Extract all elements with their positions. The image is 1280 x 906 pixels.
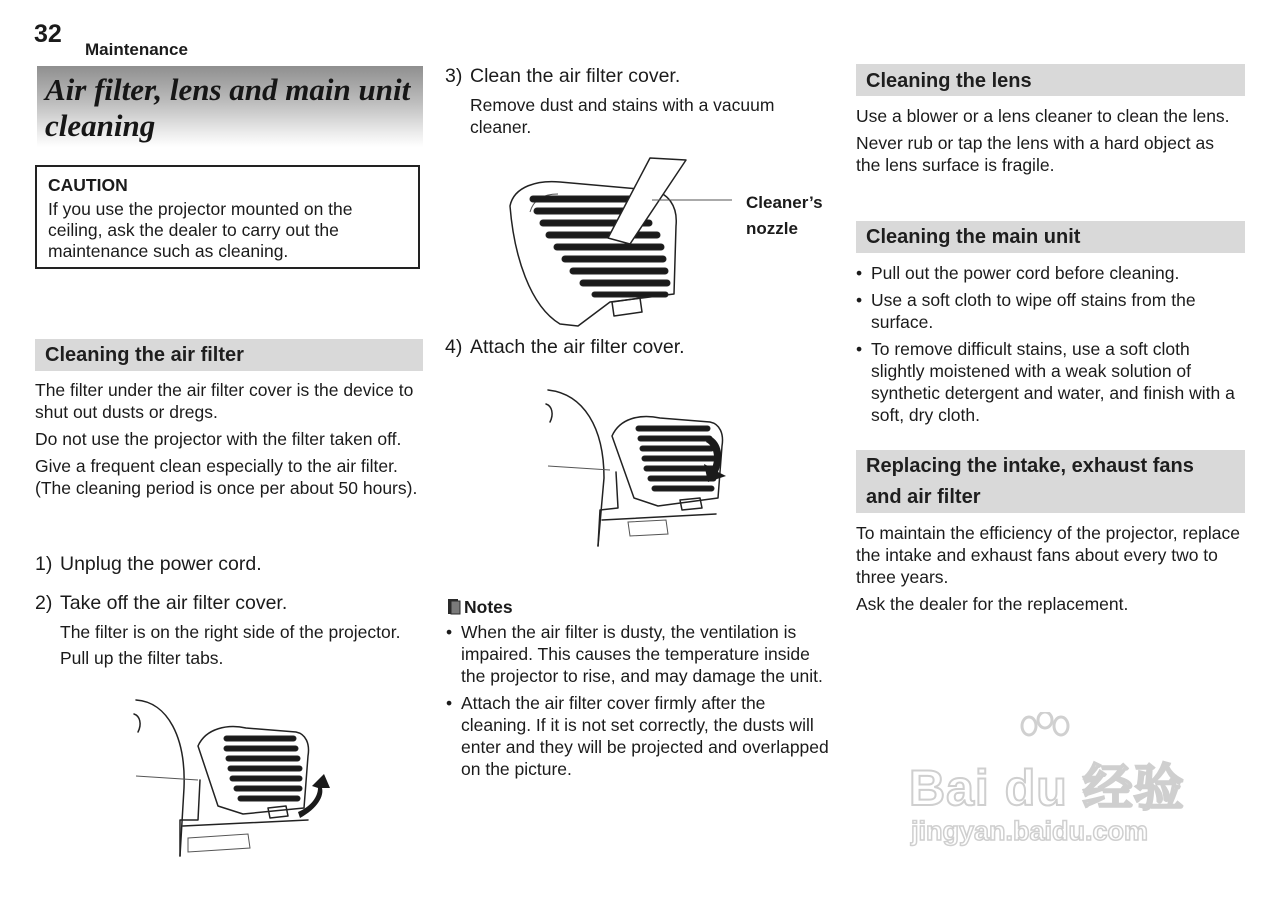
replacing-heading: Replacing the intake, exhaust fans and air filter (856, 450, 1245, 513)
caution-heading: CAUTION (48, 175, 128, 195)
main-unit-list (856, 262, 1244, 431)
list-item: • Pull out the power cord before cleaning. (856, 262, 1244, 284)
nozzle-label: Cleaner’s nozzle (746, 193, 823, 238)
list-item: • When the air filter is dusty, the ventilation is impaired. This causes the temperature inside the projector to rise, and may damage the unit. (446, 621, 836, 687)
paragraph: To maintain the efficiency of the projector, replace the intake and exhaust fans about every two to three years. (856, 523, 1240, 587)
watermark-brand: Bai du 经验 (909, 760, 1185, 816)
step-3: 3) Clean the air filter cover. (445, 65, 681, 87)
lens-text (856, 105, 1241, 176)
lens-heading: Cleaning the lens (856, 64, 1245, 96)
watermark (905, 712, 1205, 862)
note-icon (447, 598, 462, 615)
list-item: • Use a soft cloth to wipe off stains from the surface. (856, 289, 1244, 333)
page-number: 32 (34, 20, 62, 48)
caution-text: If you use the projector mounted on the ceiling, ask the dealer to carry out the maintenance such as cleaning. (48, 199, 353, 261)
replacing-text (856, 522, 1241, 615)
notes-heading: Notes (447, 597, 513, 618)
list-item: • To remove difficult stains, use a soft cloth slightly moistened with a weak solution of synthetic detergent and water, and finish with a soft, dry cloth. (856, 338, 1244, 426)
step-2-sub1: The filter is on the right side of the projector. (60, 622, 401, 642)
paragraph: Ask the dealer for the replacement. (856, 594, 1129, 614)
filter-attach-illustration (540, 382, 740, 552)
page-title-band (37, 66, 423, 147)
paragraph: Use a blower or a lens cleaner to clean the lens. (856, 106, 1230, 126)
step-1: 1) Unplug the power cord. (35, 553, 262, 575)
paragraph: The filter under the air filter cover is the device to shut out dusts or dregs. (35, 380, 414, 422)
vacuum-cleaning-illustration (500, 156, 740, 330)
paragraph: Never rub or tap the lens with a hard object as the lens surface is fragile. (856, 133, 1214, 175)
watermark-url: jingyan.baidu.com (911, 816, 1149, 846)
main-unit-heading: Cleaning the main unit (856, 221, 1245, 253)
step-2-sub2: Pull up the filter tabs. (60, 648, 224, 668)
caution-box (35, 165, 420, 269)
step-3-sub1: Remove dust and stains with a vacuum cleaner. (470, 95, 775, 137)
filter-removal-illustration (128, 688, 338, 860)
paragraph: Give a frequent clean especially to the air filter. (The cleaning period is once per about 50 hours). (35, 456, 418, 498)
list-item: • Attach the air filter cover firmly after the cleaning. If it is not set correctly, the dusts will enter and they will be projected and overlapped on the picture. (446, 692, 836, 780)
section-label: Maintenance (85, 40, 188, 59)
paragraph: Do not use the projector with the filter taken off. (35, 429, 402, 449)
notes-list (446, 621, 836, 785)
step-2: 2) Take off the air filter cover. (35, 592, 288, 614)
air-filter-heading: Cleaning the air filter (35, 339, 423, 371)
air-filter-intro (35, 379, 427, 499)
step-4: 4) Attach the air filter cover. (445, 336, 685, 358)
page-title: Air filter, lens and main unit cleaning (45, 72, 411, 143)
